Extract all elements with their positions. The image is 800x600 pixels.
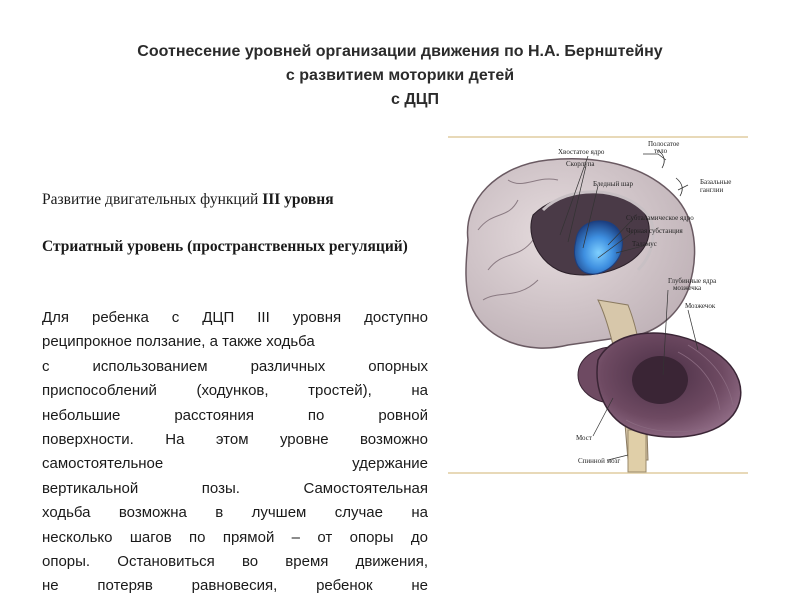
label-striatum-1: Полосатое xyxy=(648,140,680,148)
brain-anatomy-figure xyxy=(448,130,748,475)
body-text xyxy=(42,306,428,599)
body-line: поверхности. На этом уровне возможно xyxy=(42,431,428,449)
deep-cerebellar-nuclei xyxy=(632,356,688,404)
development-level-subtitle xyxy=(42,190,422,210)
label-deep-nuclei-1: Глубинные ядра xyxy=(668,277,717,285)
body-line: несколько шагов по прямой – от опоры до xyxy=(42,528,428,546)
spinal-cord xyxy=(628,430,646,472)
label-caudate: Хвостатое ядро xyxy=(558,148,605,156)
label-substantia-nigra: Черная субстанция xyxy=(626,227,683,235)
label-putamen: Скорлупа xyxy=(566,160,595,168)
level-heading: Стриатный уровень (пространственных регуляций) xyxy=(42,238,408,255)
body-line: вертикальной позы. Самостоятельная xyxy=(42,479,428,497)
subtitle-prefix: Развитие двигательных функций xyxy=(42,191,263,208)
brain-illustration xyxy=(448,130,748,475)
label-basal-1: Базальные xyxy=(700,178,732,186)
body-line: самостоятельное удержание xyxy=(42,455,428,473)
body-line: опоры. Остановиться во время движения, xyxy=(42,553,428,571)
body-line: с использованием различных опорных xyxy=(42,357,428,375)
label-cerebellum: Мозжечок xyxy=(685,302,716,310)
label-deep-nuclei-2: мозжечка xyxy=(673,284,702,292)
body-line: ходьба возможна в лучшем случае на xyxy=(42,504,428,522)
body-line: Для ребенка с ДЦП III уровня доступно xyxy=(42,309,428,326)
body-line: приспособлений (ходунков, тростей), на xyxy=(42,382,428,400)
label-striatum-2: тело xyxy=(654,147,668,155)
label-thalamus: Таламус xyxy=(632,240,657,248)
body-line: не потеряв равновесия, ребенок не xyxy=(42,577,428,595)
label-spinal-cord: Спинной мозг xyxy=(578,457,621,465)
body-line: реципрокное ползание, а также ходьба xyxy=(42,333,315,351)
label-pons: Мост xyxy=(576,434,592,442)
title-line-2: с развитием моторики детей xyxy=(285,67,515,84)
label-subthalamic: Субталамическое ядро xyxy=(626,214,694,222)
title-line-1: Соотнесение уровней организации движения по Н.А. Бернштейну xyxy=(137,43,663,60)
label-basal-2: ганглии xyxy=(700,186,724,194)
subtitle-level: III уровня xyxy=(262,191,334,208)
slide-title xyxy=(60,40,740,112)
title-line-3: с ДЦП xyxy=(391,91,439,108)
basal-ganglia-brace xyxy=(676,178,682,196)
body-line: небольшие расстояния по ровной xyxy=(42,406,428,424)
label-globus-pallidus: Бледный шар xyxy=(593,180,633,188)
